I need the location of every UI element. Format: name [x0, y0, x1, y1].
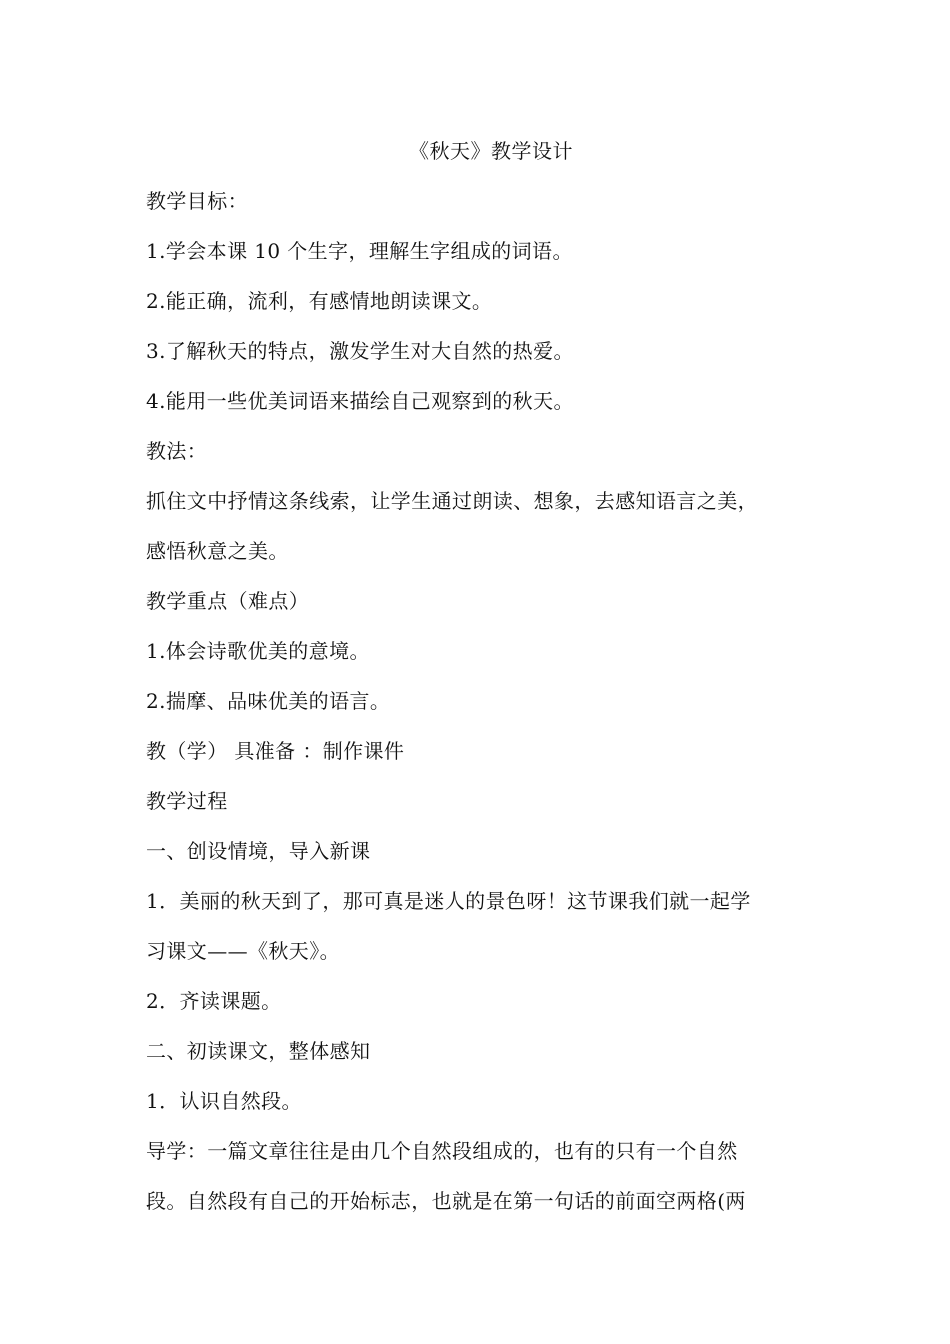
section-heading: 二、初读课文，整体感知 — [146, 1039, 371, 1063]
paragraph-line: 抓住文中抒情这条线索，让学生通过朗读、想象，去感知语言之美， — [146, 489, 758, 513]
step-paragraph — [146, 876, 826, 976]
guide-paragraph — [146, 1126, 826, 1226]
objective-item: 1.学会本课 10 个生字，理解生字组成的词语。 — [146, 239, 573, 263]
method-paragraph — [146, 476, 826, 576]
keypoint-item: 2.揣摩、品味优美的语言。 — [146, 689, 391, 713]
keypoint-item: 1.体会诗歌优美的意境。 — [146, 639, 370, 663]
method-heading: 教法： — [146, 439, 208, 463]
step-item: 1．认识自然段。 — [146, 1089, 302, 1113]
step-item: 2．齐读课题。 — [146, 989, 282, 1013]
paragraph-line: 1．美丽的秋天到了，那可真是迷人的景色呀！这节课我们就一起学 — [146, 889, 751, 913]
keypoints-heading: 教学重点（难点） — [146, 589, 310, 613]
paragraph-line: 段。自然段有自己的开始标志，也就是在第一句话的前面空两格(两 — [146, 1189, 746, 1213]
objective-item: 2.能正确，流利，有感情地朗读课文。 — [146, 289, 493, 313]
objective-item: 4.能用一些优美词语来描绘自己观察到的秋天。 — [146, 389, 574, 413]
preparation-line: 教（学） 具准备 ：制作课件 — [146, 739, 405, 763]
document-title: 《秋天》教学设计 — [409, 139, 573, 163]
paragraph-line: 导学：一篇文章往往是由几个自然段组成的，也有的只有一个自然 — [146, 1139, 738, 1163]
section-heading: 一、创设情境，导入新课 — [146, 839, 371, 863]
paragraph-line: 习课文——《秋天》。 — [146, 939, 340, 963]
paragraph-line: 感悟秋意之美。 — [146, 539, 289, 563]
document-body — [146, 126, 826, 1226]
process-heading: 教学过程 — [146, 789, 228, 813]
objective-item: 3.了解秋天的特点，激发学生对大自然的热爱。 — [146, 339, 574, 363]
objectives-heading: 教学目标： — [146, 189, 248, 213]
